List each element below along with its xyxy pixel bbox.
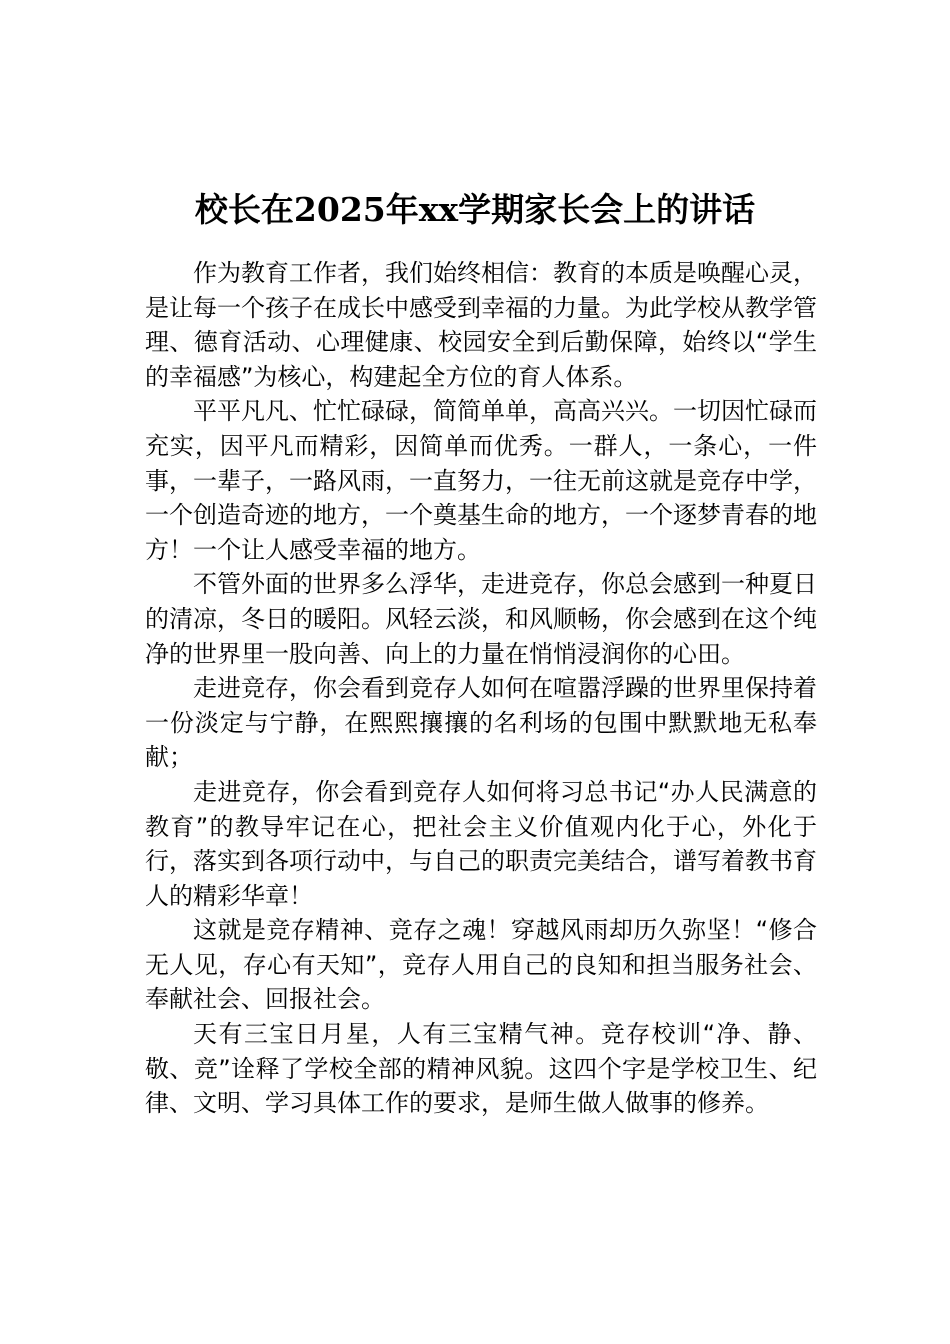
- paragraph-1: 作为教育工作者，我们始终相信：教育的本质是唤醒心灵，是让每一个孩子在成长中感受到幸福的力量。为此学校从教学管理、德育活动、心理健康、校园安全到后勤保障，始终以“学生的幸福感”为核心，构建起全方位的育人体系。: [145, 259, 817, 391]
- paragraph-5: 走进竞存，你会看到竞存人如何将习总书记“办人民满意的教育”的教导牢记在心，把社会主义价值观内化于心，外化于行，落实到各项行动中，与自己的职责完美结合，谱写着教书育人的精彩华章！: [145, 777, 817, 910]
- paragraph-4: 走进竞存，你会看到竞存人如何在喧嚣浮躁的世界里保持着一份淡定与宁静，在熙熙攘攘的名利场的包围中默默地无私奉献；: [145, 674, 817, 772]
- paragraph-2: 平平凡凡、忙忙碌碌，简简单单，高高兴兴。一切因忙碌而充实，因平凡而精彩，因简单而优秀。一群人，一条心，一件事，一辈子，一路风雨，一直努力，一往无前这就是竞存中学，一个创造奇迹的地方，一个奠基生命的地方，一个逐梦青春的地方！一个让人感受幸福的地方。: [145, 397, 817, 564]
- document-body: [145, 256, 817, 1121]
- paragraph-6: 这就是竞存精神、竞存之魂！穿越风雨却历久弥坚！“修合无人见，存心有天知”，竞存人用自己的良知和担当服务社会、奉献社会、回报社会。: [145, 916, 817, 1014]
- paragraph-3: 不管外面的世界多么浮华，走进竞存，你总会感到一种夏日的清凉，冬日的暖阳。风轻云淡，和风顺畅，你会感到在这个纯净的世界里一股向善、向上的力量在悄悄浸润你的心田。: [145, 570, 817, 668]
- paragraph-7: 天有三宝日月星，人有三宝精气神。竞存校训“净、静、敬、竞”诠释了学校全部的精神风貌。这四个字是学校卫生、纪律、文明、学习具体工作的要求，是师生做人做事的修养。: [145, 1020, 817, 1118]
- document-title: 校长在2025年xx学期家长会上的讲话: [194, 190, 756, 230]
